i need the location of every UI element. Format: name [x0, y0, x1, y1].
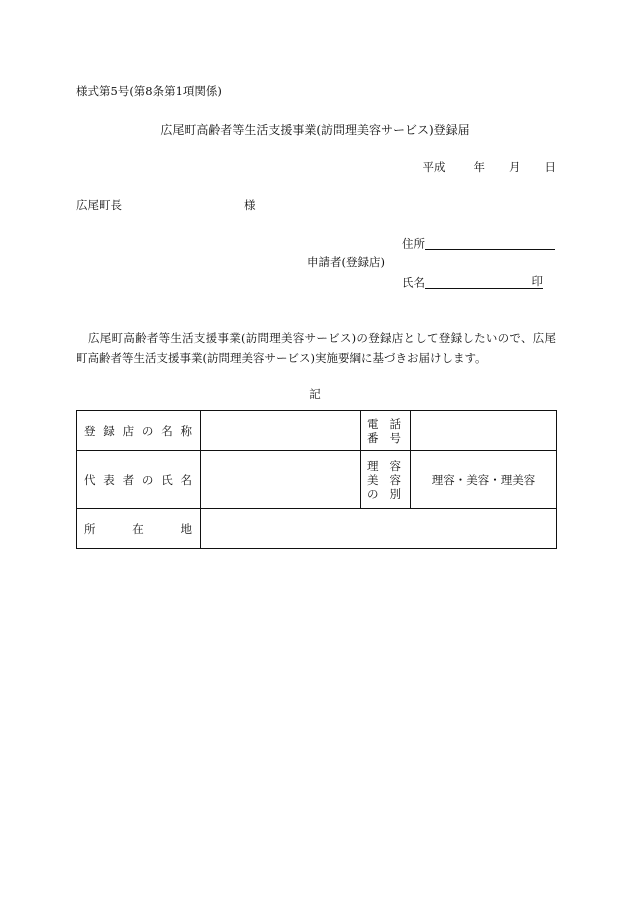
- phone-field[interactable]: [411, 411, 557, 451]
- location-label: 所 在 地: [77, 509, 201, 549]
- applicant-label: 申請者(登録店): [307, 255, 385, 269]
- name-label: 氏名: [402, 275, 425, 290]
- addressee-honorific: 様: [244, 198, 256, 212]
- addressee-name: 広尾町長: [76, 198, 122, 212]
- applicant-name: [402, 276, 543, 289]
- applicant-address: [402, 237, 555, 250]
- table-row: [77, 509, 557, 549]
- address-label: 住所: [402, 236, 425, 251]
- representative-field[interactable]: [201, 451, 361, 509]
- location-field[interactable]: [201, 509, 557, 549]
- type-label: 理 容 美 容 の 別: [361, 451, 411, 509]
- body-paragraph: 広尾町高齢者等生活支援事業(訪問理美容サービス)の登録店として登録したいので、広尾町高齢者等生活支援事業(訪問理美容サービス)実施要綱に基づきお届けします。: [76, 331, 556, 365]
- table-row: [77, 451, 557, 509]
- date-day: 日: [544, 160, 556, 174]
- date-line: [423, 162, 557, 174]
- seal-mark: 印: [531, 274, 543, 288]
- type-options[interactable]: 理容・美容・理美容: [411, 451, 557, 509]
- store-name-label: 登 録 店 の 名 称: [77, 411, 201, 451]
- representative-label: 代 表 者 の 氏 名: [77, 451, 201, 509]
- date-era: 平成: [422, 160, 446, 174]
- name-field[interactable]: [425, 276, 543, 289]
- address-field[interactable]: [425, 237, 555, 250]
- form-number: 様式第5号(第8条第1項関係): [76, 84, 222, 98]
- store-name-field[interactable]: [201, 411, 361, 451]
- registration-table: [76, 410, 557, 549]
- ki-heading: 記: [309, 387, 321, 401]
- date-month: 月: [509, 160, 521, 174]
- phone-label: 電 話 番 号: [361, 411, 411, 451]
- document-title: 広尾町高齢者等生活支援事業(訪問理美容サービス)登録届: [160, 123, 470, 137]
- table-row: [77, 411, 557, 451]
- date-year: 年: [473, 160, 485, 174]
